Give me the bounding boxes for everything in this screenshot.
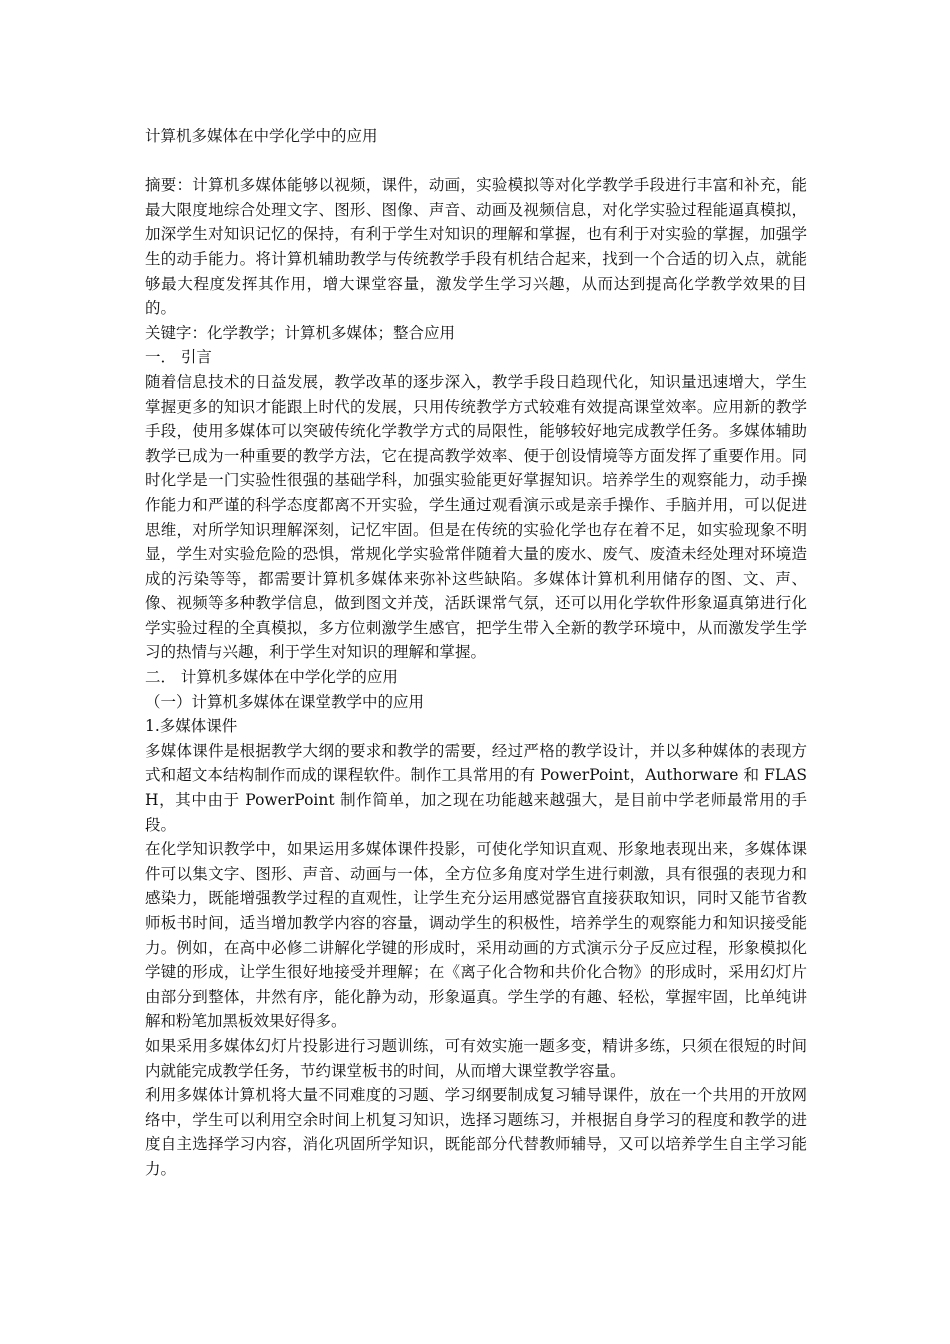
document-title: 计算机多媒体在中学化学中的应用 [145,127,378,145]
keywords-line: 关键字：化学教学；计算机多媒体；整合应用 [145,323,456,342]
subsection-heading-classroom: （一）计算机多媒体在课堂教学中的应用 [145,692,425,711]
network-review-paragraph: 利用多媒体计算机将大量不同难度的习题、学习纲要制成复习辅导课件，放在一个共用的开放网络中，学生可以利用空余时间上机复习知识，选择习题练习，并根据自身学习的程度和教学的进度自主选择学习内容，消化巩固所学知识，既能部分代替教师辅导，又可以培养学生自主学习能力。 [145,1086,807,1178]
document-body [145,124,807,1182]
chemistry-teaching-paragraph: 在化学知识教学中，如果运用多媒体课件投影，可使化学知识直观、形象地表现出来，多媒体课件可以集文字、图形、声音、动画与一体，全方位多角度对学生进行刺激，具有很强的表现力和感染力，既能增强教学过程的直观性，让学生充分运用感觉器官直接获取知识，同时又能节省教师板书时间，适当增加教学内容的容量，调动学生的积极性，培养学生的观察能力和知识接受能力。例如，在高中必修二讲解化学键的形成时，采用动画的方式演示分子反应过程，形象模拟化学键的形成，让学生很好地接受并理解；在《离子化合物和共价化合物》的形成时，采用幻灯片由部分到整体，井然有序，能化静为动，形象逼真。学生学的有趣、轻松，掌握牢固，比单纯讲解和粉笔加黑板效果好得多。 [145,840,807,1031]
section-heading-introduction: 一． 引言 [145,348,212,367]
section-heading-application: 二． 计算机多媒体在中学化学的应用 [145,668,398,687]
introduction-paragraph: 随着信息技术的日益发展，教学改革的逐步深入，教学手段日趋现代化，知识量迅速增大，学生掌握更多的知识才能跟上时代的发展，只用传统教学方式较难有效提高课堂效率。应用新的教学手段，使用多媒体可以突破传统化学教学方式的局限性，能够较好地完成教学任务。多媒体辅助教学已成为一种重要的教学方法，它在提高教学效率、便于创设情境等方面发挥了重要作用。同时化学是一门实验性很强的基础学科，加强实验能更好掌握知识。培养学生的观察能力，动手操作能力和严谨的科学态度都离不开实验，学生通过观看演示或是亲手操作、手脑并用，可以促进思维，对所学知识理解深刻，记忆牢固。但是在传统的实验化学也存在着不足，如实验现象不明显，学生对实验危险的恐惧，常规化学实验常伴随着大量的废水、废气、废渣未经处理对环境造成的污染等等，都需要计算机多媒体来弥补这些缺陷。多媒体计算机利用储存的图、文、声、像、视频等多种教学信息，做到图文并茂，活跃课常气氛，还可以用化学软件形象逼真第进行化学实验过程的全真模拟，多方位刺激学生感官，把学生带入全新的教学环境中，从而激发学生学习的热情与兴趣，利于学生对知识的理解和掌握。 [145,372,807,662]
courseware-paragraph: 多媒体课件是根据教学大纲的要求和教学的需要，经过严格的教学设计，并以多种媒体的表现方式和超文本结构制作而成的课程软件。制作工具常用的有 PowerPoint，Authorware 和 FLASH，其中由于 PowerPoint 制作简单，加之现在功能越来越强大，是目前中学老师最常用的手段。 [145,741,807,834]
item-heading-courseware: 1.多媒体课件 [145,717,238,736]
abstract-paragraph: 摘要：计算机多媒体能够以视频，课件，动画，实验模拟等对化学教学手段进行丰富和补充，能最大限度地综合处理文字、图形、图像、声音、动画及视频信息，对化学实验过程能逼真模拟，加深学生对知识记忆的保持，有利于学生对知识的理解和掌握，也有利于对实验的掌握，加强学生的动手能力。将计算机辅助教学与传统教学手段有机结合起来，找到一个合适的切入点，就能够最大程度发挥其作用，增大课堂容量，激发学生学习兴趣，从而达到提高化学教学效果的目的。 [145,176,807,318]
slides-exercise-paragraph: 如果采用多媒体幻灯片投影进行习题训练，可有效实施一题多变，精讲多练，只须在很短的时间内就能完成教学任务，节约课堂板书的时间，从而增大课堂教学容量。 [145,1036,807,1080]
